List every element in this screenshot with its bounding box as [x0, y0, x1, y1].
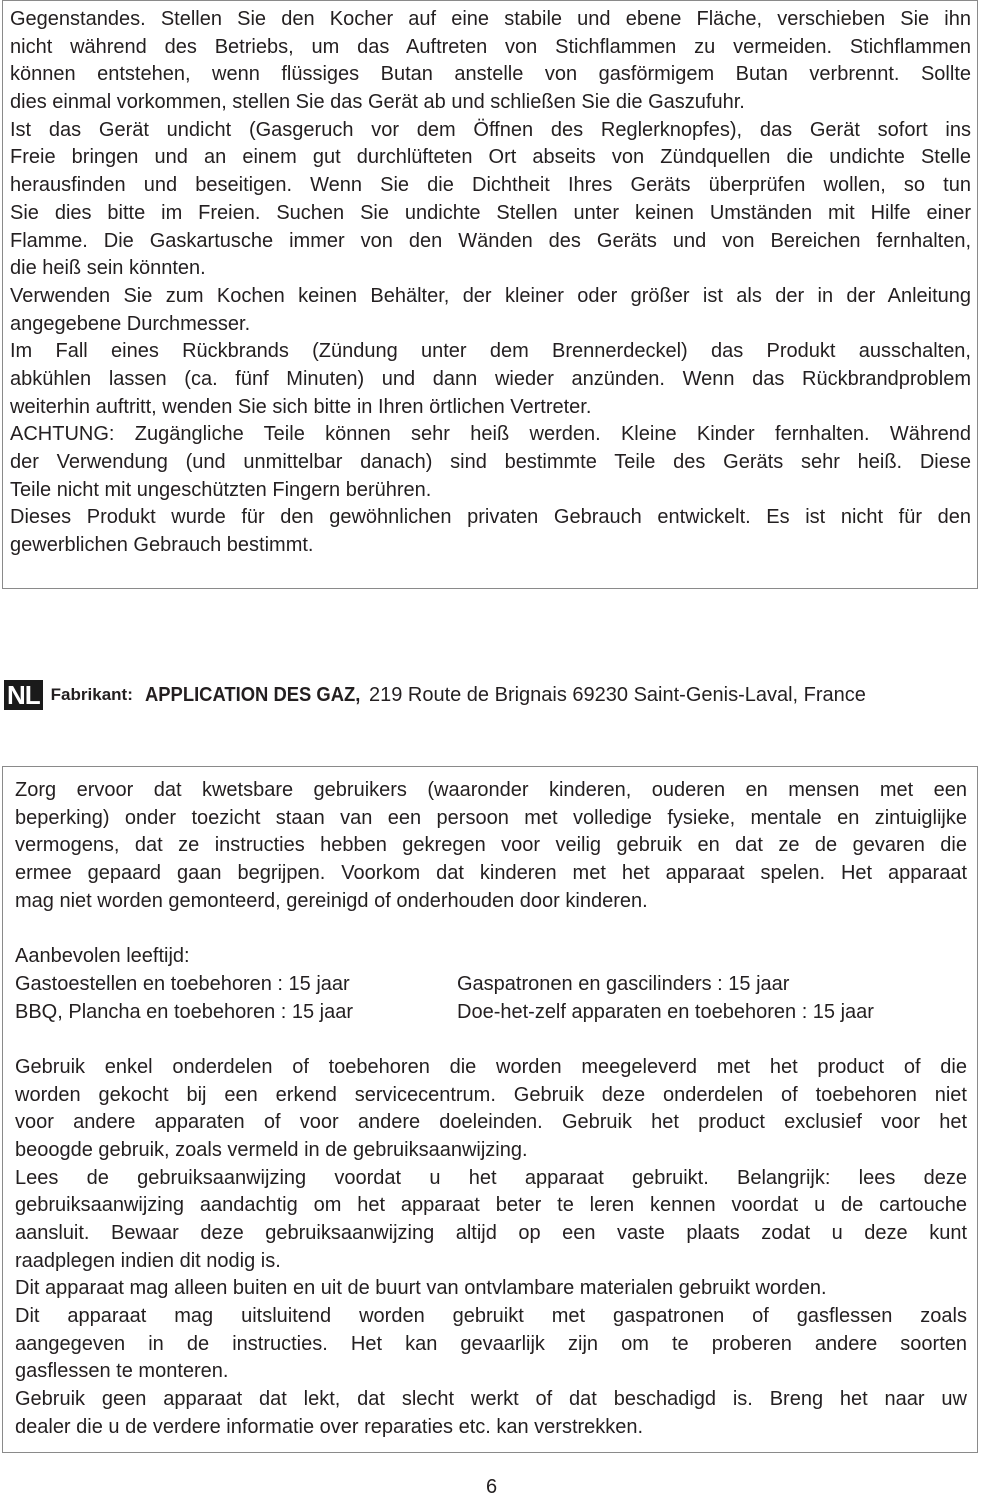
text-line: Gebruik enkel onderdelen of toebehoren die worden meegeleverd met het product of die [15, 1055, 967, 1078]
german-text-box [2, 0, 978, 589]
text-line: Teile nicht mit ungeschützten Fingern berühren. [10, 478, 432, 501]
age-cell: BBQ, Plancha en toebehoren : 15 jaar [15, 1000, 354, 1023]
text-line: Flamme. Die Gaskartusche immer von den Wänden des Geräts und von Bereichen fernhalten, [10, 229, 971, 252]
text-line: voor andere apparaten of voor andere doeleinden. Gebruik het product exclusief voor het [15, 1111, 967, 1134]
text-line: Sie dies bitte im Freien. Suchen Sie undichte Stellen unter keinen Umständen mit Hilfe einer [10, 201, 971, 224]
text-line: Zorg ervoor dat kwetsbare gebruikers (waaronder kinderen, ouderen en mensen met een [15, 779, 967, 801]
age-row [15, 971, 967, 999]
text-line: weiterhin auftritt, wenden Sie sich bitte in Ihren örtlichen Vertreter. [10, 395, 592, 418]
text-line: beperking) onder toezicht staan van een persoon met volledige fysieke, mentale en zintuiglijke [15, 806, 967, 829]
text-line: Verwenden Sie zum Kochen keinen Behälter, der kleiner oder größer ist als der in der Anleitung [10, 284, 971, 307]
text-line: gewerblichen Gebrauch bestimmt. [10, 534, 314, 557]
text-line: angegebene Durchmesser. [10, 312, 251, 335]
text-line: Dit apparaat mag uitsluitend worden gebruikt met gaspatronen of gasflessen zoals [15, 1305, 967, 1328]
manufacturer-name: APPLICATION DES GAZ, [144, 683, 361, 706]
age-cell: Doe-het-zelf apparaten en toebehoren : 15 jaar [457, 1000, 874, 1023]
text-line: die heiß sein könnten. [10, 257, 206, 280]
text-line: dealer die u de verdere informatie over reparaties etc. kan verstrekken. [15, 1415, 644, 1438]
dutch-text-box [2, 766, 978, 1453]
text-line: Im Fall eines Rückbrands (Zündung unter dem Brennerdeckel) das Produkt ausschalten, [10, 340, 971, 363]
spacer [15, 1026, 967, 1054]
text-line: Dieses Produkt wurde für den gewöhnlichen privaten Gebrauch entwickelt. Es ist nicht für den [10, 506, 971, 529]
age-cell: Gaspatronen en gascilinders : 15 jaar [457, 972, 790, 995]
text-line: aangegeven in de instructies. Het kan gevaarlijk zijn om te proberen andere soorten [15, 1332, 967, 1355]
text-line: nicht während des Betriebs, um das Auftreten von Stichflammen zu vermeiden. Stichflammen [10, 35, 971, 58]
age-cell: Gastoestellen en toebehoren : 15 jaar [15, 972, 350, 995]
text-line: beoogde gebruik, zoals vermeld in de gebruiksaanwijzing. [15, 1138, 528, 1161]
text-line: abkühlen lassen (ca. fünf Minuten) und dann wieder anzünden. Wenn das Rückbrandproblem [10, 367, 971, 390]
text-line: Dit apparaat mag alleen buiten en uit de buurt van ontvlambare materialen gebruikt worden. [15, 1277, 827, 1300]
text-line: vermogens, dat ze instructies hebben gekregen voor veilig gebruik en dat ze de gevaren die [15, 834, 967, 857]
text-line: gebruiksaanwijzing aandachtig om het apparaat beter te leren kennen voordat u de cartouche [15, 1194, 967, 1217]
text-line: Lees de gebruiksaanwijzing voordat u het apparaat gebruikt. Belangrijk: lees deze [15, 1166, 967, 1189]
age-row [15, 999, 967, 1027]
text-line: worden gekocht bij een erkend servicecentrum. Gebruik deze onderdelen of toebehoren niet [15, 1083, 967, 1106]
manufacturer-address: 219 Route de Brignais 69230 Saint-Genis-Laval, France [368, 683, 866, 706]
text-line: gasflessen te monteren. [15, 1360, 229, 1383]
text-line: raadplegen indien dit nodig is. [15, 1249, 281, 1272]
page-number: 6 [485, 1476, 498, 1498]
text-line: Ist das Gerät undicht (Gasgeruch vor dem Öffnen des Reglerknopfes), das Gerät sofort ins [10, 118, 971, 141]
language-badge: NL [4, 680, 43, 710]
text-line: dies einmal vorkommen, stellen Sie das Gerät ab und schließen Sie die Gaszufuhr. [10, 91, 745, 114]
text-line: der Verwendung (und unmittelbar danach) sind bestimmte Teile des Geräts sehr heiß. Diese [10, 451, 971, 473]
text-line: herausfinden und beseitigen. Wenn Sie die Dichtheit Ihres Geräts überprüfen wollen, so tun [10, 174, 971, 197]
text-line: ermee gepaard gaan begrijpen. Voorkom dat kinderen met het apparaat spelen. Het apparaat [15, 862, 967, 885]
text-line: ACHTUNG: Zugängliche Teile können sehr heiß werden. Kleine Kinder fernhalten. Während [10, 423, 971, 446]
text-line: Freie bringen und an einem gut durchlüfteten Ort abseits von Zündquellen die undichte Stelle [10, 146, 971, 169]
text-line: Gebruik geen apparaat dat lekt, dat slecht werkt of dat beschadigd is. Breng het naar uw [15, 1388, 967, 1411]
text-line: mag niet worden gemonteerd, gereinigd of onderhouden door kinderen. [15, 889, 648, 912]
text-line: können entstehen, wenn flüssiges Butan anstelle von gasförmigem Butan verbrennt. Sollte [10, 63, 971, 86]
text-line: Gegenstandes. Stellen Sie den Kocher auf eine stabile und ebene Fläche, verschieben Sie ihn [10, 8, 971, 30]
spacer [15, 915, 967, 943]
age-title: Aanbevolen leeftijd: [15, 945, 190, 968]
nl-manufacturer-header [4, 680, 866, 710]
manufacturer-label: Fabrikant: [50, 685, 133, 704]
text-line: aansluit. Bewaar deze gebruiksaanwijzing altijd op een vaste plaats zodat u deze kunt [15, 1222, 967, 1244]
